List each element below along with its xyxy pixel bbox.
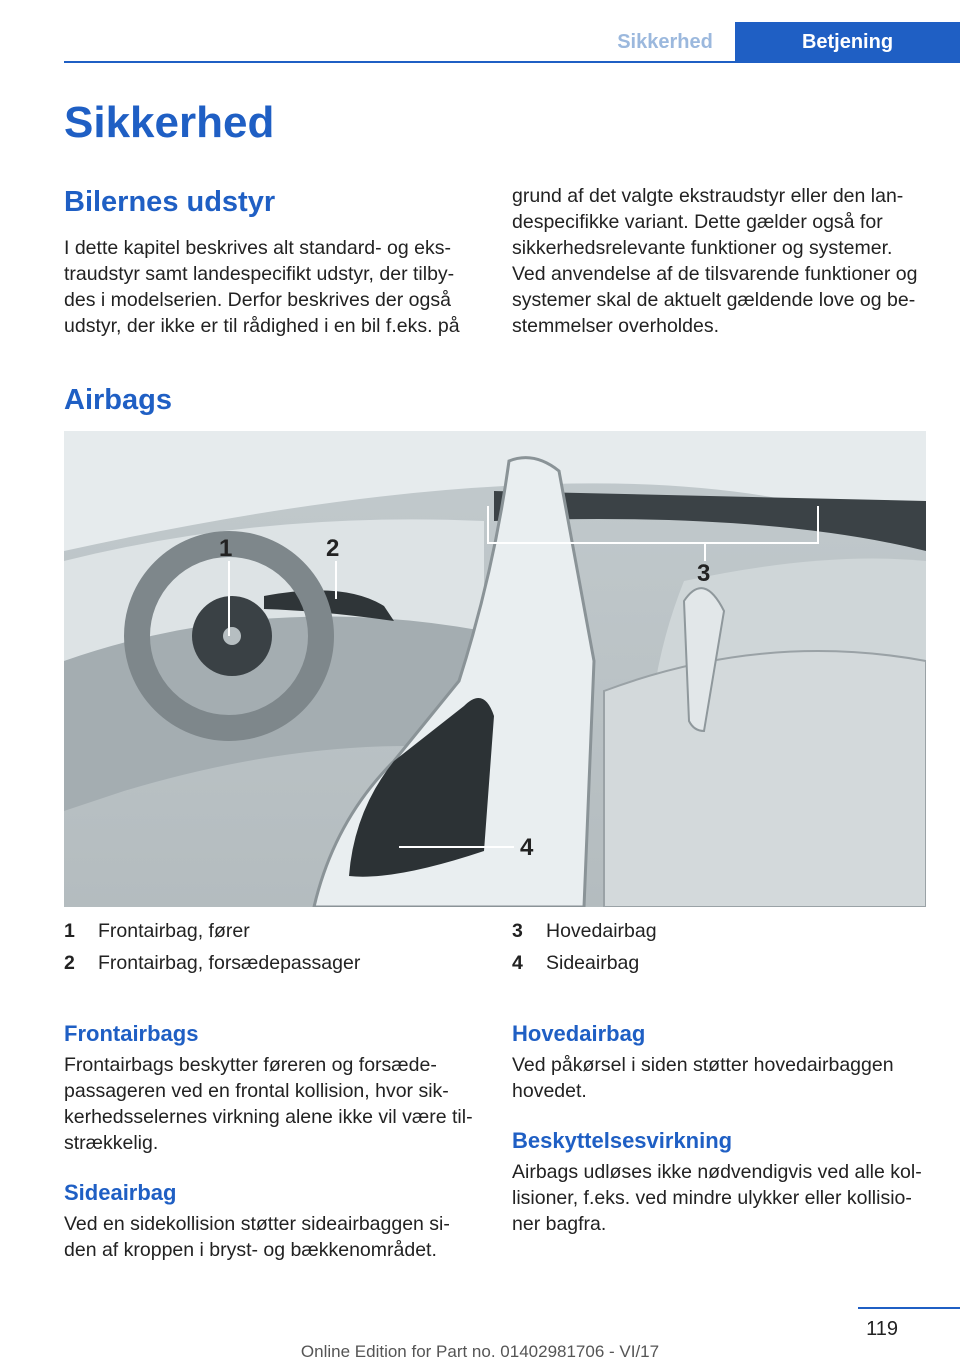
legend-text: Hovedairbag <box>546 920 657 942</box>
intro-left-column <box>64 235 484 339</box>
text-line: Ved anvendelse af de tilsvarende funktioner og <box>512 263 918 285</box>
text-line: des i modelserien. Derfor beskrives der også <box>64 289 451 311</box>
sideairbag-text <box>64 1211 484 1263</box>
text-line: kerhedsselernes virkning alene ikke vil være til- <box>64 1106 473 1128</box>
heading-airbags: Airbags <box>64 384 172 416</box>
legend-number: 2 <box>64 952 75 974</box>
text-line: udstyr, der ikke er til rådighed i en bil f.eks. på <box>64 315 460 337</box>
text-line: lisioner, f.eks. ved mindre ulykker eller kollisio- <box>512 1187 912 1209</box>
text-line: traudstyr samt landespecifikt udstyr, der tilby- <box>64 263 455 285</box>
callout-1: 1 <box>219 535 233 562</box>
beskyttelse-text <box>512 1159 932 1237</box>
text-line: passageren ved en frontal kollision, hvor sik- <box>64 1080 449 1102</box>
footer-rule <box>858 1307 960 1309</box>
hovedairbag-text <box>512 1052 932 1104</box>
heading-hovedairbag: Hovedairbag <box>512 1021 646 1046</box>
heading-beskyttelsesvirkning: Beskyttelsesvirkning <box>512 1128 733 1153</box>
text-line: I dette kapitel beskrives alt standard- og eks- <box>64 237 451 259</box>
legend-number: 4 <box>512 952 523 974</box>
intro-right-column <box>512 183 932 339</box>
text-line: systemer skal de aktuelt gældende love og be- <box>512 289 916 311</box>
callout-4: 4 <box>520 834 534 861</box>
legend-number: 3 <box>512 920 523 942</box>
tab-sikkerhed[interactable]: Sikkerhed <box>617 31 713 53</box>
text-line: grund af det valgte ekstraudstyr eller den lan- <box>512 185 904 207</box>
text-line: Ved en sidekollision støtter sideairbaggen si- <box>64 1213 450 1235</box>
header-tabs <box>595 22 960 62</box>
airbag-illustration <box>64 431 926 907</box>
page-title: Sikkerhed <box>64 98 275 147</box>
callout-2: 2 <box>326 535 340 562</box>
legend-number: 1 <box>64 920 75 942</box>
heading-sideairbag: Sideairbag <box>64 1180 177 1205</box>
heading-bilernes-udstyr: Bilernes udstyr <box>64 186 276 218</box>
text-line: ner bagfra. <box>512 1213 607 1235</box>
car-interior-drawing <box>64 431 926 907</box>
footer-edition: Online Edition for Part no. 01402981706 - VI/17 <box>300 1342 660 1361</box>
header-rule <box>64 61 960 63</box>
text-line: Frontairbags beskytter føreren og forsæde- <box>64 1054 437 1076</box>
heading-frontairbags: Frontairbags <box>64 1021 199 1046</box>
text-line: den af kroppen i bryst- og bækkenområdet. <box>64 1239 437 1261</box>
text-line: hovedet. <box>512 1080 587 1102</box>
text-line: strækkelig. <box>64 1132 159 1154</box>
legend-text: Frontairbag, forsædepassager <box>98 952 361 974</box>
page-number: 119 <box>866 1318 898 1340</box>
text-line: sikkerhedsrelevante funktioner og systemer. <box>512 237 893 259</box>
tab-betjening[interactable]: Betjening <box>735 22 960 62</box>
text-line: stemmelser overholdes. <box>512 315 719 337</box>
text-line: Airbags udløses ikke nødvendigvis ved alle kol- <box>512 1161 922 1183</box>
callout-3: 3 <box>697 560 711 587</box>
legend-text: Frontairbag, fører <box>98 920 250 942</box>
text-line: despecifikke variant. Dette gælder også for <box>512 211 883 233</box>
frontairbags-text <box>64 1052 484 1156</box>
legend-text: Sideairbag <box>546 952 640 974</box>
text-line: Ved påkørsel i siden støtter hovedairbaggen <box>512 1054 894 1076</box>
